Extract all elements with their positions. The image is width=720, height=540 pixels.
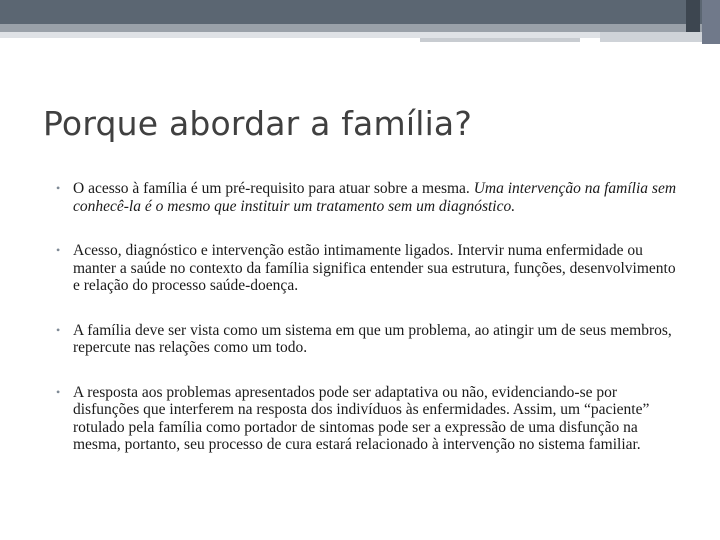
slide-title: Porque abordar a família? <box>43 104 473 143</box>
bullet-text: A resposta aos problemas apresentados pode ser adaptativa ou não, evidenciando-se por disfunções que interferem na resposta dos indivíduos às enfermidades. Assim, um “paciente” rotulado pela família como portador de sintomas pode ser a expressão de uma disfunção na mesma, portanto, seu processo de cura estará relacionado à intervenção no sistema familiar. <box>73 383 650 453</box>
bullet-marker-icon: • <box>56 181 61 195</box>
header-band-dark <box>0 0 720 24</box>
bullet-item <box>56 322 686 357</box>
header-corner-block-dark <box>686 0 700 32</box>
bullet-marker-icon: • <box>56 384 61 399</box>
bullet-list <box>56 180 686 454</box>
bullet-text: Acesso, diagnóstico e intervenção estão intimamente ligados. Intervir numa enfermidade ou manter a saúde no contexto da família significa entender sua estrutura, funções, desenvolvimento e relação do processo saúde-doença. <box>73 242 676 294</box>
bullet-text-italic: Uma intervenção na família sem conhecê-la é o mesmo que instituir um tratamento sem um diagnóstico. <box>73 180 677 215</box>
bullet-marker-icon: • <box>56 243 61 257</box>
header-band-mid <box>0 24 720 32</box>
bullet-text: O acesso à família é um pré-requisito para atuar sobre a mesma. <box>73 180 474 197</box>
bullet-item <box>56 242 686 295</box>
header-corner-block <box>702 0 720 44</box>
bullet-marker-icon: • <box>56 322 61 337</box>
bullet-item <box>56 180 686 215</box>
header-accent-line <box>420 38 580 42</box>
bullet-text: A família deve ser vista como um sistema em que um problema, ao atingir um de seus membros, repercute nas relações como um todo. <box>73 321 672 356</box>
bullet-item <box>56 384 686 454</box>
